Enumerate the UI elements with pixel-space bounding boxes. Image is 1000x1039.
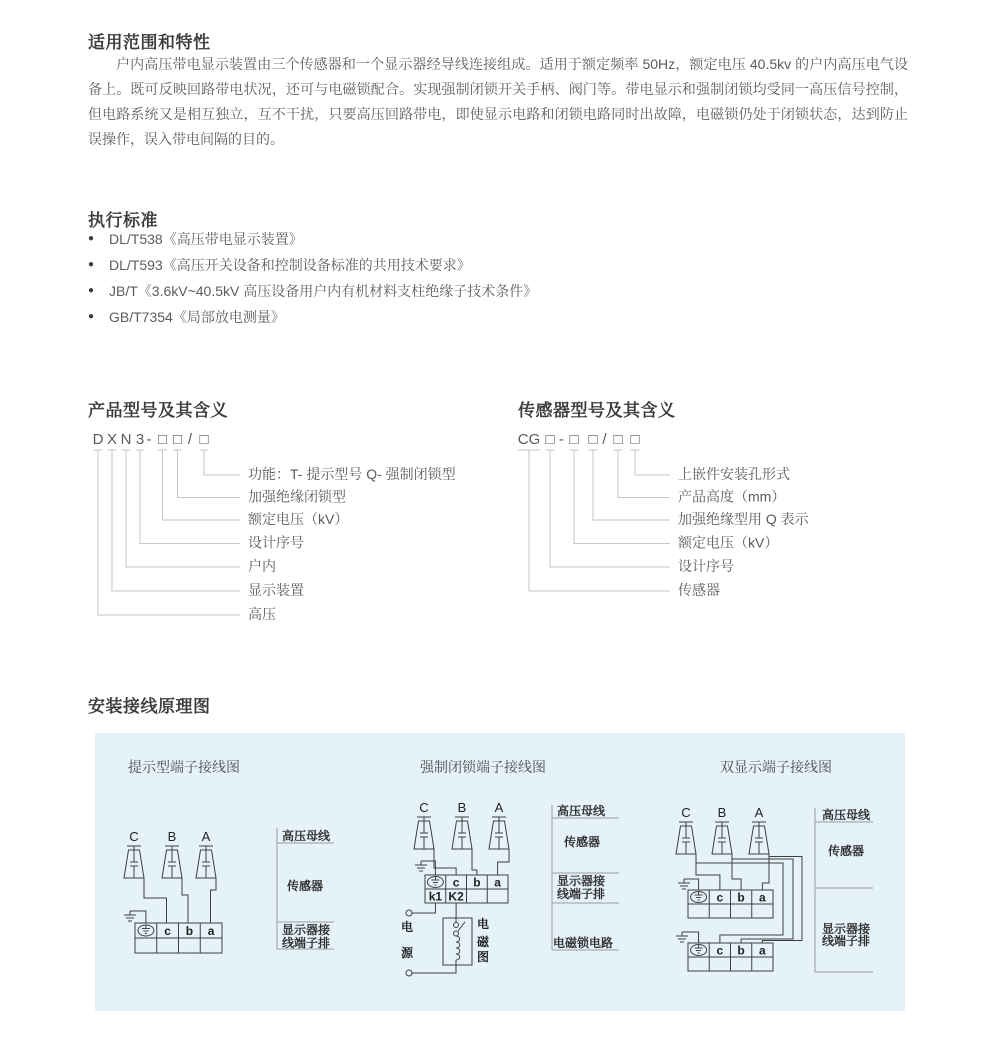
- standard-item: [88, 226, 537, 252]
- section-title-scope: 适用范围和特性: [88, 33, 211, 53]
- phase-label: A: [754, 805, 764, 820]
- magnet-label-char: 磁: [476, 935, 490, 949]
- side-label: 高压母线: [822, 808, 871, 822]
- side-label: 显示器接: [822, 922, 871, 936]
- product-model-label: 显示装置: [248, 582, 304, 598]
- sensor-code-char: /: [602, 431, 607, 448]
- product-model-label: 加强绝缘闭锁型: [248, 488, 346, 505]
- diagram2-title: 强制闭锁端子接线图: [420, 759, 546, 775]
- sensor-code-box: □: [613, 431, 623, 448]
- sensor-code-char: -: [559, 431, 564, 448]
- side-label: 显示器接: [282, 923, 331, 937]
- magnet-label-char: 电: [476, 917, 490, 931]
- section-title-standards: 执行标准: [88, 211, 158, 231]
- product-code-box: □: [157, 431, 168, 448]
- diagram1-title: 提示型端子接线图: [128, 759, 240, 775]
- side-label: 线端子排: [282, 936, 331, 950]
- side-label: 线端子排: [822, 934, 871, 948]
- sensor-symbol: [489, 817, 509, 849]
- phase-label: B: [717, 805, 727, 820]
- sensor-symbol: [414, 817, 434, 849]
- product-model-label: 额定电压（kV）: [248, 511, 349, 527]
- standard-item-text: GB/T7354《局部放电测量》: [109, 309, 285, 325]
- terminal-letter: a: [207, 924, 215, 938]
- product-code-char: -: [146, 431, 152, 448]
- side-label: 传感器: [564, 835, 601, 849]
- terminal-letter: a: [494, 875, 501, 890]
- standards-list: [88, 226, 537, 330]
- sensor-code-box: □: [545, 431, 555, 448]
- product-model-diagram: [88, 425, 508, 635]
- magnet-label-char: 图: [476, 950, 490, 964]
- sensor-symbol: [162, 846, 182, 878]
- ground-symbol: [124, 911, 136, 921]
- power-label-char: 源: [400, 946, 414, 960]
- terminal-letter: b: [737, 943, 745, 958]
- sensor-model-label: 上嵌件安装孔形式: [678, 466, 790, 482]
- product-code-char: 3: [135, 431, 145, 448]
- sensor-model-label: 传感器: [678, 582, 720, 598]
- terminal-letter: c: [452, 875, 460, 890]
- wiring-panel: [95, 733, 905, 1011]
- ground-symbol: [676, 932, 688, 942]
- terminal-ground-symbol: [138, 925, 154, 936]
- sensor-symbol: [712, 822, 732, 854]
- diagram3-schematic: [660, 795, 885, 980]
- standard-item: [88, 304, 537, 330]
- phase-label: C: [419, 800, 429, 815]
- sensor-symbol: [196, 846, 216, 878]
- phase-label: A: [201, 829, 211, 844]
- power-label-char: 电: [400, 920, 414, 934]
- terminal-letter: c: [716, 943, 724, 958]
- phase-label: A: [494, 800, 504, 815]
- sensor-code-box: □: [588, 431, 598, 448]
- terminal-letter: b: [737, 890, 745, 905]
- ground-symbol: [415, 861, 427, 871]
- sensor-model-label: 加强绝缘型用 Q 表示: [678, 511, 809, 527]
- diagram1-schematic: [110, 800, 360, 960]
- terminal-letter: a: [759, 890, 766, 905]
- standard-item: [88, 278, 537, 304]
- sensor-code-box: □: [630, 431, 640, 448]
- standard-item: [88, 252, 537, 278]
- terminal-ground-symbol: [691, 892, 707, 903]
- sensor-model-label: 产品高度（mm）: [678, 488, 786, 505]
- phase-label: B: [167, 829, 177, 844]
- standard-item-text: DL/T593《高压开关设备和控制设备标准的共用技术要求》: [109, 257, 471, 273]
- terminal-letter: c: [164, 924, 171, 938]
- diagram3-title: 双显示端子接线图: [720, 759, 832, 775]
- product-model-label: 功能：T- 提示型号 Q- 强制闭锁型: [248, 466, 456, 482]
- phase-label: B: [457, 800, 467, 815]
- side-label: 高压母线: [557, 804, 606, 818]
- product-code-char: /: [187, 431, 193, 448]
- product-code-box: □: [172, 431, 183, 448]
- terminal-letter: b: [185, 924, 194, 938]
- side-label: 显示器接: [557, 874, 606, 888]
- standard-item-text: JB/T《3.6kV~40.5kV 高压设备用户内有机材料支柱绝缘子技术条件》: [109, 283, 538, 299]
- relay-cell-label: k1: [428, 889, 443, 904]
- diagram2-schematic: [395, 795, 630, 990]
- side-label: 传感器: [828, 844, 865, 858]
- terminal-ground-symbol: [691, 945, 707, 956]
- terminal-letter: c: [716, 890, 724, 905]
- sensor-symbol: [452, 817, 472, 849]
- product-model-label: 高压: [248, 606, 276, 622]
- relay-cell-label: K2: [448, 889, 464, 904]
- product-code-char: X: [106, 431, 118, 448]
- intro-paragraph: 户内高压带电显示装置由三个传感器和一个显示器经导线连接组成。适用于额定频率 50Hz，额定电压 40.5kv 的户内高压电气设备上。既可反映回路带电状况，还可与电磁锁配合。实现强制闭锁开关手柄、阀门等。带电显示和强制闭锁均受同一高压信号控制，但电路系统又是相互独立，互不干扰，只要高压回路带电，即使显示电路和闭锁电路同时出故障，电磁锁仍处于闭锁状态，达到防止误操作，误入带电间隔的目的。: [88, 56, 908, 147]
- side-label: 电磁锁电路: [553, 936, 614, 950]
- terminal-ground-symbol: [427, 877, 443, 888]
- product-code-box: □: [199, 431, 209, 448]
- phase-label: C: [129, 829, 139, 844]
- product-model-label: 户内: [248, 558, 276, 574]
- ground-symbol: [678, 879, 690, 889]
- section-title-sensor-model: 传感器型号及其含义: [518, 401, 676, 421]
- terminal-letter: b: [473, 875, 481, 890]
- product-model-label: 设计序号: [248, 534, 304, 551]
- side-label: 高压母线: [282, 829, 331, 843]
- sensor-code-char: CG: [518, 431, 541, 448]
- sensor-model-label: 额定电压（kV）: [678, 534, 779, 551]
- section-title-product-model: 产品型号及其含义: [88, 401, 228, 421]
- product-code-char: D: [92, 431, 104, 448]
- sensor-model-diagram: [518, 425, 938, 635]
- standard-item-text: DL/T538《高压带电显示装置》: [109, 231, 303, 247]
- side-label: 传感器: [287, 879, 324, 893]
- sensor-symbol: [124, 846, 144, 878]
- sensor-symbol: [676, 822, 696, 854]
- section-title-wiring: 安装接线原理图: [88, 697, 211, 717]
- phase-label: C: [681, 805, 691, 820]
- terminal-letter: a: [759, 943, 766, 958]
- sensor-model-label: 设计序号: [678, 558, 734, 574]
- side-label: 线端子排: [557, 887, 606, 901]
- sensor-symbol: [749, 822, 769, 854]
- sensor-code-box: □: [569, 431, 579, 448]
- product-code-char: N: [120, 431, 132, 448]
